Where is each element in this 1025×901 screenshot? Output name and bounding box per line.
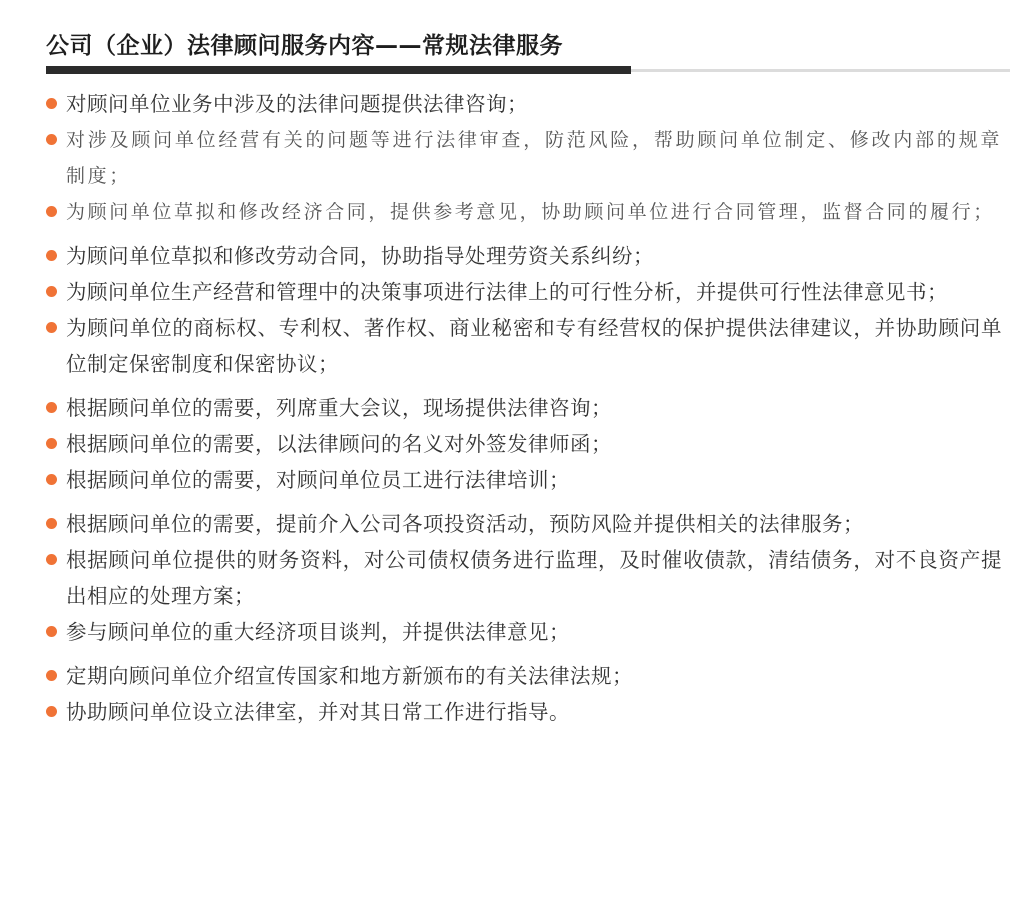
bullet-dot-icon [46, 98, 57, 109]
bullet-dot-icon [46, 706, 57, 717]
service-text: 根据顾问单位的需要，对顾问单位员工进行法律培训； [66, 468, 570, 492]
service-item [46, 694, 1002, 730]
service-text: 根据顾问单位的需要，列席重大会议，现场提供法律咨询； [66, 396, 612, 420]
title-underline [46, 66, 1010, 74]
service-item [46, 614, 1002, 650]
service-text: 为顾问单位草拟和修改劳动合同，协助指导处理劳资关系纠纷； [66, 244, 654, 268]
bullet-dot-icon [46, 554, 57, 565]
service-item [46, 310, 1002, 382]
service-item [46, 390, 1002, 426]
service-text: 协助顾问单位设立法律室，并对其日常工作进行指导。 [66, 700, 570, 724]
page-title: 公司（企业）法律顾问服务内容——常规法律服务 [46, 33, 563, 59]
bullet-dot-icon [46, 670, 57, 681]
service-text: 为顾问单位的商标权、专利权、著作权、商业秘密和专有经营权的保护提供法律建议，并协助顾问单位制定保密制度和保密协议； [66, 316, 1002, 376]
service-text: 参与顾问单位的重大经济项目谈判，并提供法律意见； [66, 620, 570, 644]
bullet-dot-icon [46, 206, 57, 217]
service-item [46, 274, 1002, 310]
bullet-dot-icon [46, 134, 57, 145]
service-item [46, 658, 1002, 694]
service-item [46, 506, 1002, 542]
service-text: 根据顾问单位的需要，以法律顾问的名义对外签发律师函； [66, 432, 612, 456]
heading-block [46, 28, 1010, 74]
service-item [46, 462, 1002, 498]
service-text: 为顾问单位生产经营和管理中的决策事项进行法律上的可行性分析，并提供可行性法律意见书； [66, 280, 948, 304]
bullet-dot-icon [46, 286, 57, 297]
service-item [46, 122, 1002, 194]
service-item [46, 86, 1002, 122]
bullet-dot-icon [46, 322, 57, 333]
bullet-dot-icon [46, 402, 57, 413]
bullet-dot-icon [46, 438, 57, 449]
service-item [46, 426, 1002, 462]
service-item [46, 194, 1002, 230]
service-text: 为顾问单位草拟和修改经济合同，提供参考意见，协助顾问单位进行合同管理，监督合同的履行； [66, 201, 995, 223]
bullet-dot-icon [46, 626, 57, 637]
service-text: 定期向顾问单位介绍宣传国家和地方新颁布的有关法律法规； [66, 664, 633, 688]
service-text: 根据顾问单位的需要，提前介入公司各项投资活动，预防风险并提供相关的法律服务； [66, 512, 864, 536]
service-text: 对顾问单位业务中涉及的法律问题提供法律咨询； [66, 92, 528, 116]
service-text: 对涉及顾问单位经营有关的问题等进行法律审查，防范风险，帮助顾问单位制定、修改内部的规章制度； [66, 129, 1002, 187]
service-text: 根据顾问单位提供的财务资料，对公司债权债务进行监理，及时催收债款，清结债务，对不良资产提出相应的处理方案； [66, 548, 1002, 608]
bullet-dot-icon [46, 474, 57, 485]
service-item [46, 238, 1002, 274]
bullet-dot-icon [46, 250, 57, 261]
bullet-dot-icon [46, 518, 57, 529]
service-item [46, 542, 1002, 614]
title-underline-dark [46, 66, 631, 74]
service-list [46, 86, 1002, 730]
